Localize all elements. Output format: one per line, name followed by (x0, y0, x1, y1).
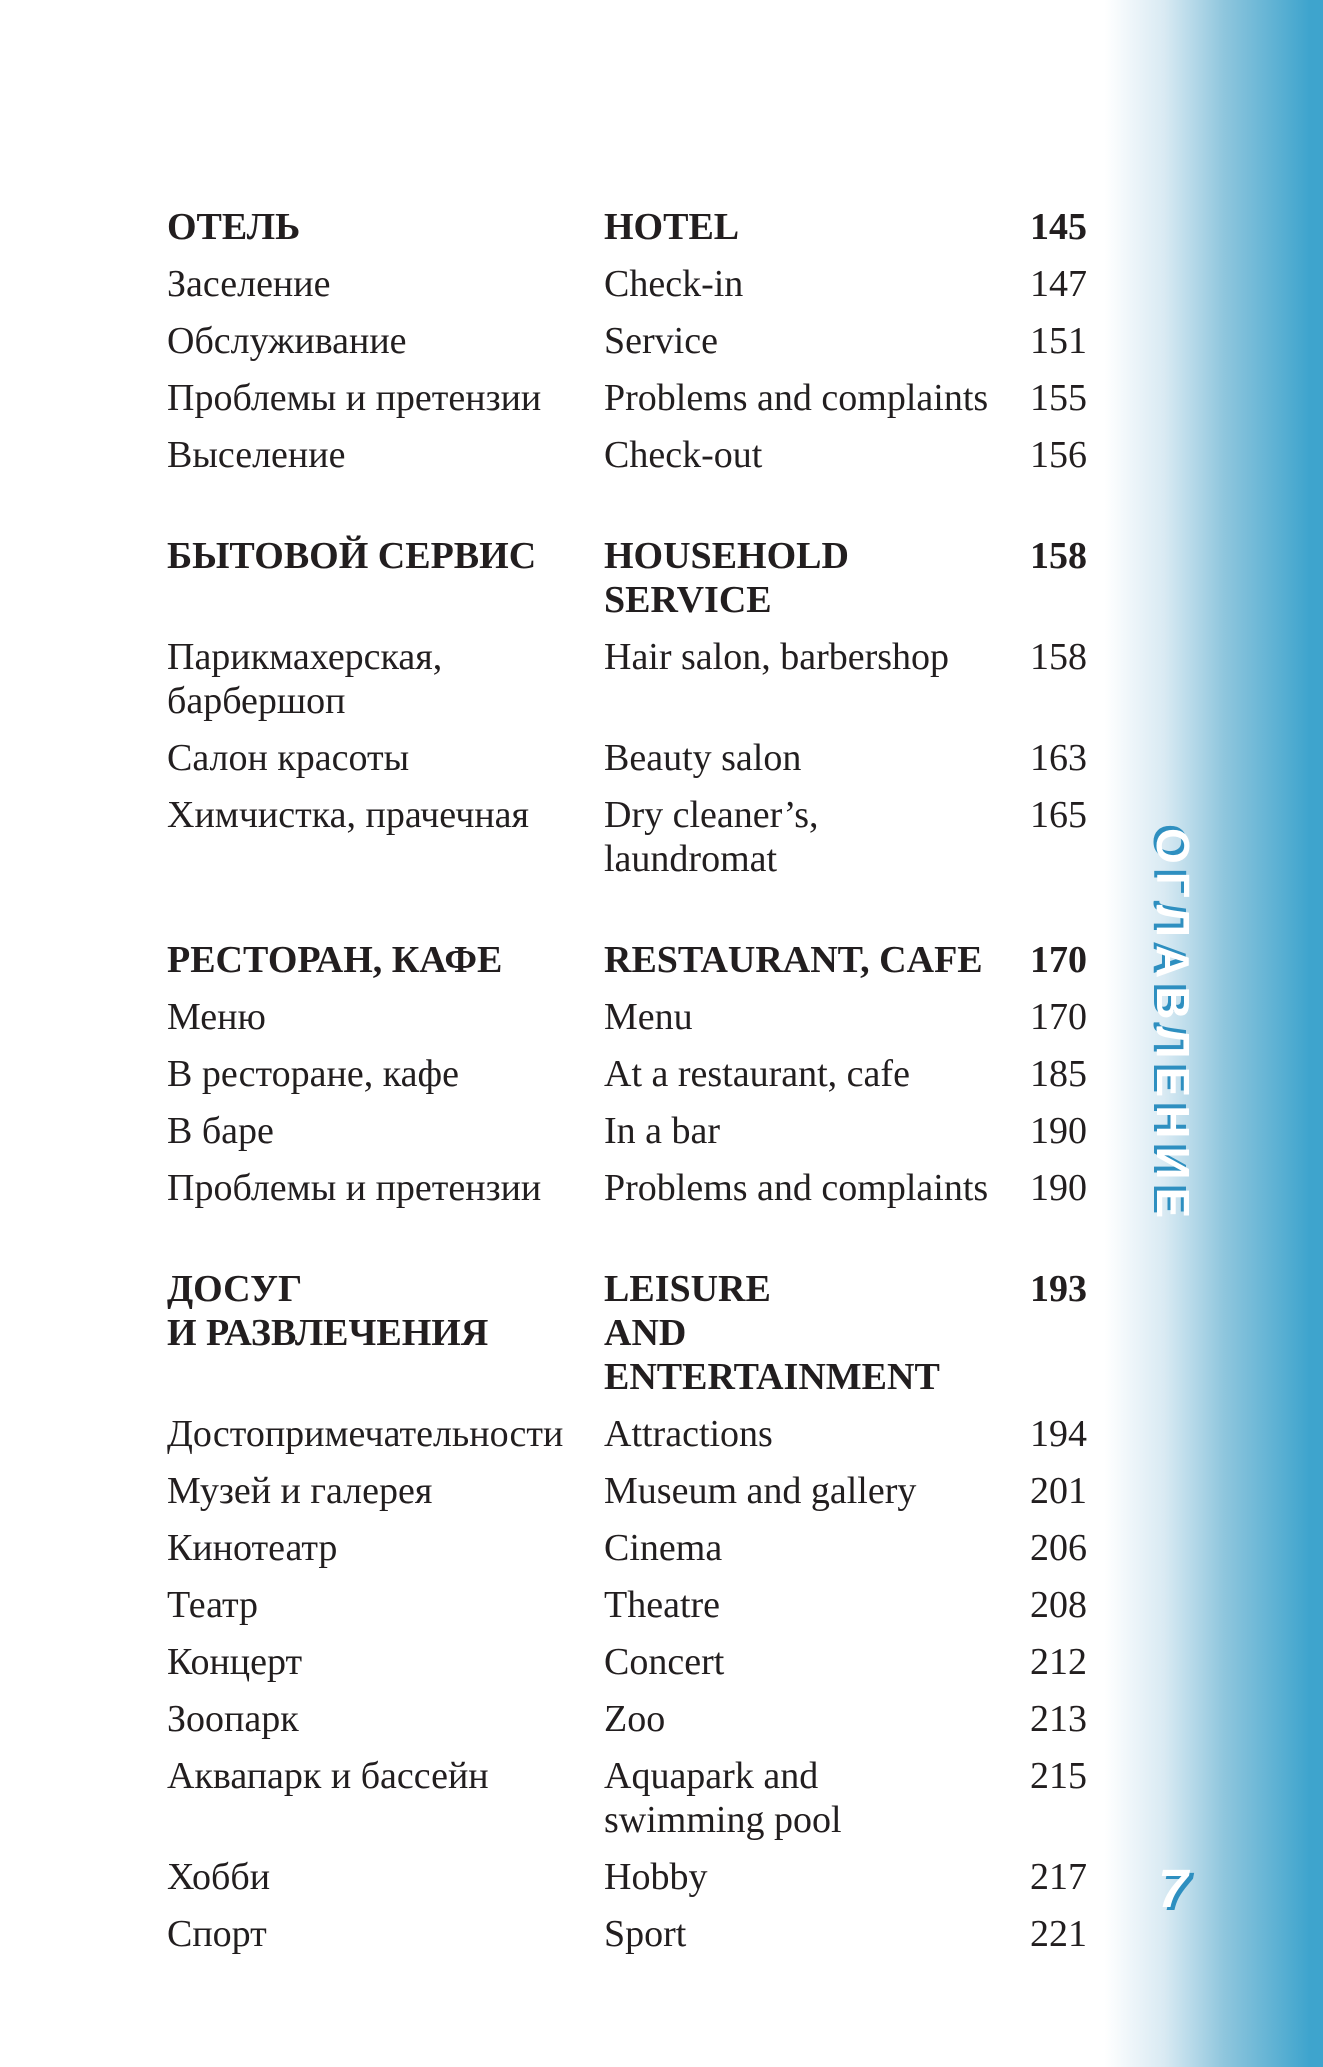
toc-row (167, 1855, 1087, 1899)
toc-row (167, 1412, 1087, 1456)
toc-entry-english: Problems and complaints (604, 377, 989, 419)
toc-entry-page-number: 194 (1030, 1413, 1087, 1455)
toc-entry-russian: Заселение (167, 263, 331, 305)
toc-entry-english: Service (604, 320, 718, 362)
toc-row (167, 635, 1087, 723)
toc-entry-english: Hair salon, barbershop (604, 636, 950, 678)
toc-entry-russian: Аквапарк и бассейн (167, 1755, 489, 1797)
toc-entry-english: Museum and gallery (604, 1470, 917, 1512)
toc-entry-page-number: 158 (1030, 636, 1087, 678)
toc-entry-page-number: 193 (1030, 1268, 1087, 1310)
toc-entry-russian: Выселение (167, 434, 346, 476)
toc-entry-russian: Проблемы и претензии (167, 1167, 542, 1209)
toc-entry-page-number: 155 (1030, 377, 1087, 419)
toc-entry-english: Theatre (604, 1584, 721, 1626)
toc-entry-english: Cinema (604, 1527, 723, 1569)
toc-row (167, 1912, 1087, 1956)
toc-entry-russian: БЫТОВОЙ СЕРВИС (167, 535, 537, 577)
toc-row (167, 1166, 1087, 1210)
toc-entry-russian: Достопримечательности (167, 1413, 564, 1455)
toc-entry-english: Check-out (604, 434, 763, 476)
toc-row (167, 1754, 1087, 1842)
toc-entry-page-number: 206 (1030, 1527, 1087, 1569)
toc-entry-russian: Проблемы и претензии (167, 377, 542, 419)
toc-entry-russian: Хобби (167, 1856, 271, 1898)
toc-entry-russian: Театр (167, 1584, 259, 1626)
toc-entry-russian: В баре (167, 1110, 274, 1152)
toc-row (167, 376, 1087, 420)
toc-entry-russian: Обслуживание (167, 320, 407, 362)
toc-section-header (167, 205, 1087, 249)
toc-section (167, 205, 1087, 477)
toc-entry-page-number: 217 (1030, 1856, 1087, 1898)
toc-entry-english: HOUSEHOLD SERVICE (604, 535, 849, 621)
toc-entry-english: Attractions (604, 1413, 773, 1455)
toc-entry-russian: Концерт (167, 1641, 303, 1683)
toc-entry-page-number: 165 (1030, 794, 1087, 836)
toc-entry-english: Dry cleaner’s, laundromat (604, 794, 819, 880)
toc-entry-english: Menu (604, 996, 693, 1038)
toc-section-header (167, 534, 1087, 622)
toc-section (167, 1267, 1087, 1956)
toc-entry-russian: Химчистка, прачечная (167, 794, 530, 836)
toc-entry-page-number: 215 (1030, 1755, 1087, 1797)
toc-entry-english: Check-in (604, 263, 744, 305)
toc-entry-russian: ДОСУГ И РАЗВЛЕЧЕНИЯ (167, 1268, 489, 1354)
toc-entry-page-number: 213 (1030, 1698, 1087, 1740)
toc-entry-page-number: 158 (1030, 535, 1087, 577)
toc-entry-english: Zoo (604, 1698, 666, 1740)
toc-entry-page-number: 190 (1030, 1167, 1087, 1209)
toc-entry-russian: Кинотеатр (167, 1527, 338, 1569)
toc-row (167, 319, 1087, 363)
toc-entry-page-number: 170 (1030, 939, 1087, 981)
toc-section (167, 938, 1087, 1210)
page-number: 7 (1158, 1859, 1189, 1919)
toc-entry-page-number: 147 (1030, 263, 1087, 305)
toc-entry-page-number: 221 (1030, 1913, 1087, 1955)
toc-entry-russian: Меню (167, 996, 266, 1038)
toc-entry-english: Problems and complaints (604, 1167, 989, 1209)
chapter-tab-title: ОГЛАВЛЕНИЕ (1147, 828, 1199, 1227)
toc-entry-russian: ОТЕЛЬ (167, 206, 301, 248)
toc-entry-english: In a bar (604, 1110, 721, 1152)
toc-row (167, 1526, 1087, 1570)
toc-row (167, 1052, 1087, 1096)
table-of-contents (167, 205, 1087, 1969)
toc-row (167, 736, 1087, 780)
toc-entry-page-number: 185 (1030, 1053, 1087, 1095)
toc-entry-english: RESTAURANT, CAFE (604, 939, 983, 981)
toc-row (167, 1583, 1087, 1627)
toc-entry-page-number: 201 (1030, 1470, 1087, 1512)
toc-entry-russian: Музей и галерея (167, 1470, 433, 1512)
toc-row (167, 262, 1087, 306)
toc-entry-page-number: 212 (1030, 1641, 1087, 1683)
toc-entry-russian: РЕСТОРАН, КАФЕ (167, 939, 503, 981)
toc-entry-page-number: 156 (1030, 434, 1087, 476)
toc-entry-english: Aquapark and swimming pool (604, 1755, 842, 1841)
toc-section (167, 534, 1087, 881)
toc-row (167, 793, 1087, 881)
toc-entry-russian: Спорт (167, 1913, 267, 1955)
toc-entry-english: HOTEL (604, 206, 740, 248)
toc-entry-page-number: 151 (1030, 320, 1087, 362)
toc-entry-russian: В ресторане, кафе (167, 1053, 459, 1095)
toc-entry-page-number: 163 (1030, 737, 1087, 779)
toc-row (167, 433, 1087, 477)
toc-entry-page-number: 145 (1030, 206, 1087, 248)
toc-section-header (167, 938, 1087, 982)
toc-entry-page-number: 208 (1030, 1584, 1087, 1626)
toc-row (167, 1109, 1087, 1153)
toc-entry-page-number: 170 (1030, 996, 1087, 1038)
toc-row (167, 995, 1087, 1039)
toc-entry-english: Hobby (604, 1856, 708, 1898)
toc-entry-russian: Зоопарк (167, 1698, 299, 1740)
toc-entry-russian: Салон красоты (167, 737, 410, 779)
toc-entry-english: Beauty salon (604, 737, 802, 779)
toc-entry-english: LEISURE AND ENTERTAINMENT (604, 1268, 940, 1398)
toc-entry-english: At a restaurant, cafe (604, 1053, 910, 1095)
toc-entry-russian: Парикмахерская, барбершоп (167, 636, 443, 722)
toc-entry-english: Concert (604, 1641, 725, 1683)
toc-section-header (167, 1267, 1087, 1399)
toc-row (167, 1697, 1087, 1741)
toc-row (167, 1640, 1087, 1684)
toc-entry-page-number: 190 (1030, 1110, 1087, 1152)
toc-row (167, 1469, 1087, 1513)
toc-entry-english: Sport (604, 1913, 687, 1955)
